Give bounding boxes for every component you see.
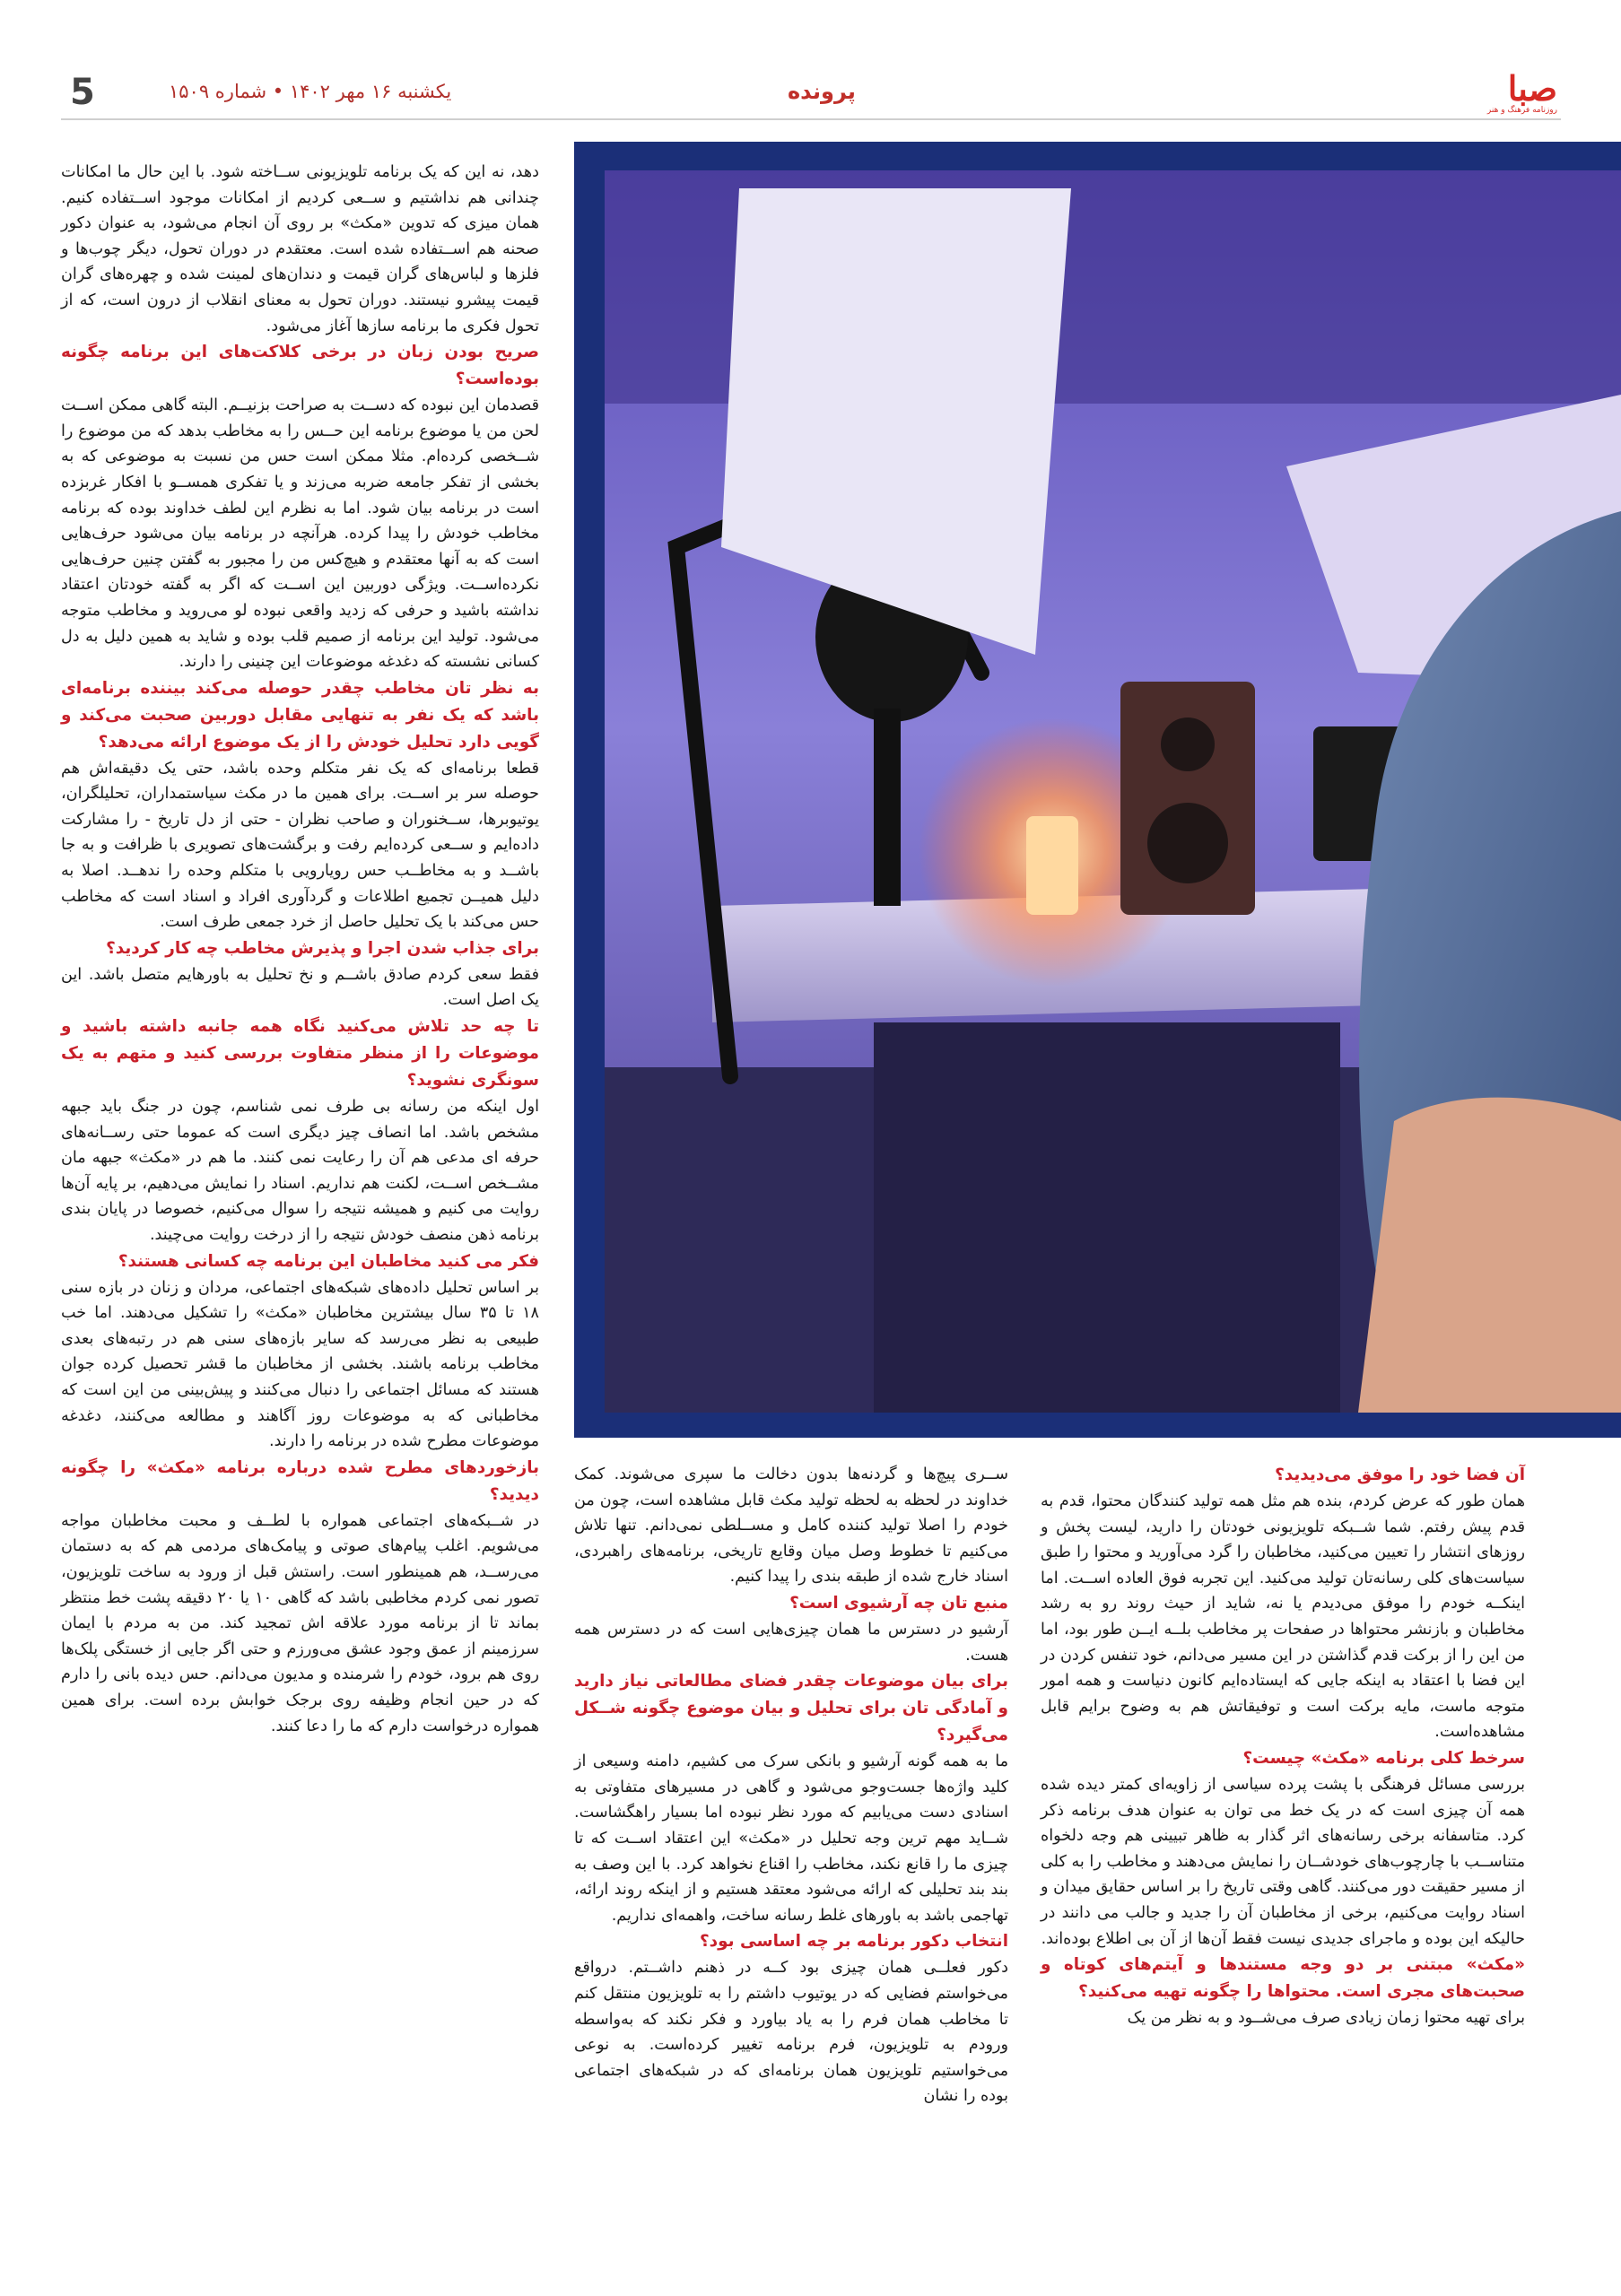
paragraph: آرشیو در دسترس ما همان چیزی‌هایی است که در دسترس همه هست.	[574, 1620, 1008, 1665]
page-number: 5	[70, 72, 95, 113]
article-column-right	[1041, 1462, 1525, 2031]
article-column-middle	[574, 1462, 1008, 2109]
paragraph: بر اساس تحلیل داده‌های شبکه‌های اجتماعی، مردان و زنان در بازه سنی ۱۸ تا ۳۵ سال بیشترین مخاطبان «مکث» را تشکیل می‌دهند. اما خب طبیعی به نظر می‌رسد که سایر بازه‌های سنی هم در رتبه‌های بعدی مخاطب برنامه باشند. بخشی از مخاطبان ما قشر تحصیل کرده جوان هستند که مسائل اجتماعی را دنبال می‌کنند و پیش‌بینی من این است که مخاطبانی که به موضوعات روز آگاهند و مطالعه می‌کنند، دغدغه موضوعات مطرح شده در برنامه را دارند.	[61, 1278, 540, 1451]
question-heading: فکر می کنید مخاطبان این برنامه چه کسانی هستند؟	[118, 1251, 539, 1271]
question-heading: «مکث» مبتنی بر دو وجه مستندها و آیتم‌های کوتاه و صحبت‌های مجری است. محتواها را چگونه تهیه می‌کنید؟	[1041, 1955, 1525, 2002]
newspaper-logo	[1462, 70, 1561, 113]
question-heading: بازخوردهای مطرح شده درباره برنامه «مکث» را چگونه دیدید؟	[61, 1457, 539, 1504]
question-heading: منبع تان چه آرشیوی است؟	[789, 1593, 1008, 1613]
question-heading: به نظر تان مخاطب چقدر حوصله می‌کند بیننده برنامه‌ای باشد که یک نفر به تنهایی مقابل دوربین صحبت می‌کند و گویی دارد تحلیل خودش را از یک موضوع ارائه می‌دهد؟	[61, 678, 539, 752]
issue-date-line: یکشنبه ۱۶ مهر ۱۴۰۲ • شماره ۱۵۰۹	[169, 81, 452, 102]
paragraph: قطعا برنامه‌ای که یک نفر متکلم وحده باشد، حتی یک دقیقه‌اش هم حوصله سر بر اســت. برای همین ما در مکث سیاستمداران، تحلیلگران، یوتیوبرها، ســخنوران و صاحب نظران - حتی از دل تاریخ - را مشارکت داده‌ایم و ســعی کرده‌ایم رفت و برگشت‌های تصویری با ظرافت و به جا باشــد و به مخاطــب حس رویارویی با متکلم وحده را ندهــد. اصلا به دلیل همیــن تجمیع اطلاعات و گردآوری افراد و اسناد است که مخاطب حس می‌کند با یک تحلیل حاصل از خرد جمعی طرف است.	[61, 759, 539, 932]
paragraph: ما به همه گونه آرشیو و بانکی سرک می کشیم، دامنه وسیعی از کلید واژه‌ها جست‌وجو می‌شود و گاهی در مسیرهای متفاوتی به اسنادی دست می‌یابیم که مورد نظر نبوده اما بسیار راهگشاست. شــاید مهم ترین وجه تحلیل در «مکث» این اعتقاد اســت که تا چیزی ما را قانع نکند، مخاطب را اقناع نخواهد کرد. با این وصف به بند بند تحلیلی که ارائه می‌شود معتقد هستیم و از اینکه روند ارائه، تهاجمی باشد به باورهای غلط رسانه ساخت، واهمه‌ای نداریم.	[574, 1752, 1008, 1925]
paragraph: دهد، نه این که یک برنامه تلویزیونی ســاخته شود. با این حال ما امکانات چندانی هم نداشتیم و ســعی کردیم از امکانات موجود اســتفاده کنیم. همان میزی که تدوین «مکث» بر روی آن انجام می‌شود، به عنوان دکور صحنه هم اســتفاده شده است. معتقدم در دوران تحول، دیگر چوب‌ها و فلزها و لباس‌های گران قیمت و دندان‌های لمینت شده و چهره‌های گران قیمت پیشرو نیستند. دوران تحول به معنای انقلاب از درون است، که از تحول فکری ما برنامه سازها آغاز می‌شود.	[61, 163, 539, 335]
question-heading: برای بیان موضوعات چقدر فضای مطالعاتی نیاز دارید و آمادگی تان برای تحلیل و بیان موضوع چگونه شــکل می‌گیرد؟	[574, 1672, 1008, 1745]
paragraph: اول اینکه من رسانه بی طرف نمی شناسم، چون در جنگ باید جبهه مشخص باشد. اما انصاف چیز دیگری است که عموما حتی رســانه‌های حرفه ای مدعی هم آن را رعایت نمی کنند. ما هم در «مکث» جبهه مان مشــخص اســت، لکنت هم نداریم. اسناد را نمایش می‌دهیم، بر پایه آن‌ها روایت می کنیم و همیشه نتیجه را سوال می‌کنیم، خصوصا در پایان بندی برنامه ذهن منصف خودش نتیجه را از درخت روایت می‌چیند.	[61, 1098, 539, 1244]
logo-text: صبا	[1507, 68, 1557, 109]
studio-photo	[605, 170, 1621, 1413]
question-heading: صریح بودن زبان در برخی کلاکت‌های این برنامه چگونه بوده‌است؟	[61, 343, 539, 389]
page-header	[61, 65, 1561, 120]
question-heading: انتخاب دکور برنامه بر چه اساسی بود؟	[700, 1932, 1008, 1952]
paragraph: دکور فعلــی همان چیزی بود کــه در ذهنم داشــتم. درواقع می‌خواستم فضایی که در یوتیوب داشتم را به تلویزیون منتقل کنم تا مخاطب همان فرم را به یاد بیاورد و فکر نکند که به‌واسطه ورودم به تلویزیون، فرم برنامه تغییر کرده‌است. به نوعی می‌خواستیم تلویزیون همان برنامه‌ای که در شبکه‌های اجتماعی بوده را نشان	[574, 1959, 1008, 2106]
paragraph: همان طور که عرض کردم، بنده هم مثل همه تولید کنندگان محتوا، قدم به قدم پیش رفتم. شما شــبکه تلویزیونی خودتان را دارید، لیست پخش و روزهای انتشار را تعیین می‌کنید، مخاطبان را گرد می‌آورید و محتوا را طبق سیاست‌های کلی رسانه‌تان تولید می‌کنید. این تجربه فوق العاده اســت. اما اینکــه خودم را موفق می‌دیدم یا نه، شاید از حیث روند رو به رشد مخاطبان و بازنشر محتواها در صفحات پر مخاطب بلــه ایــن طور بود، اما من این را از برکت قدم گذاشتن در این مسیر می‌دانم، خود تنفس کردن در این فضا با اعتقاد به اینکه جایی که ایستاده‌ایم کانون دنیاست و همه امور متوجه ماست، مایه برکت است و توفیقاتش هم به وضوح برایم قابل مشاهده‌است.	[1041, 1492, 1525, 1742]
article-column-left	[61, 160, 539, 1739]
paragraph: در شــبکه‌های اجتماعی همواره با لطــف و محبت مخاطبان مواجه می‌شویم. اغلب پیام‌های صوتی و پیامک‌های مردمی هم که به دستمان می‌رســد، هم همینطور است. راستش قبل از ورود به ساخت تلویزیون، تصور نمی کردم مخاطبی باشد که گاهی ۱۰ یا ۲۰ دقیقه پشت خط منتظر بماند تا از برنامه مورد علاقه اش تمجید کند. من به مردم با ایمان سرزمینم از عمق وجود عشق می‌ورزم و حتی اگر جایی از خستگی پلک‌ها روی هم برود، خودم را شرمنده و مدیون می‌دانم. حس دیده بانی را دارم که در حین انجام وظیفه روی برجک خوابش برده است. برای همین همواره درخواست دارم که ما را دعا کنند.	[61, 1511, 539, 1735]
paragraph: فقط سعی کردم صادق باشــم و نخ تحلیل به باورهایم متصل باشد. این یک اصل است.	[61, 965, 539, 1010]
question-heading: آن فضا خود را موفق می‌دیدید؟	[1275, 1465, 1525, 1484]
paragraph: برای تهیه محتوا زمان زیادی صرف می‌شــود و به نظر من یک	[1127, 2009, 1525, 2028]
question-heading: سرخط کلی برنامه «مکث» چیست؟	[1242, 1748, 1525, 1768]
logo-subtitle: روزنامه فرهنگ و هنر	[1486, 106, 1557, 115]
photo-frame	[574, 142, 1621, 1438]
paragraph: ســری پیچ‌ها و گردنه‌ها بدون دخالت ما سپری می‌شوند. کمک خداوند در لحظه به لحظه تولید مکث قابل مشاهده است، چون من خودم را اصلا تولید کننده کامل و مســلطی نمی‌دانم. تنها تلاش می‌کنیم تا خطوط وصل میان وقایع تاریخی، برنامه‌های راهبردی، اسناد خارج شده از طبقه بندی را پیدا کنیم.	[574, 1465, 1008, 1587]
paragraph: بررسی مسائل فرهنگی با پشت پرده سیاسی از زاویه‌ای کمتر دیده شده همه آن چیزی است که در یک خط می توان به عنوان هدف برنامه ذکر کرد. متاسفانه برخی رسانه‌های اثر گذار به ظاهر تبیینی هم وجه دلخواه متناســب با چارچوب‌های خودشــان را نمایش می‌دهند و مخاطب را به کلی از مسیر حقیقت دور می‌کنند. گاهی وقتی تاریخ را بر اساس حقایق میدان و اسناد روایت می‌کنیم، برخی از مخاطبان آن را جدید و جالب می دانند در حالیکه این بوده و ماجرای جدیدی نیست فقط آن‌ها از آن بی اطلاع بوده‌اند.	[1041, 1775, 1525, 1948]
question-heading: برای جذاب شدن اجرا و پذیرش مخاطب چه کار کردید؟	[106, 938, 539, 958]
paragraph: قصدمان این نبوده که دســت به صراحت بزنیــم. البته گاهی ممکن اســت لحن من یا موضوع برنامه این حــس را به مخاطب بدهد که من موضوع را شــخصی کرده‌ام. مثلا ممکن است حس من نسبت به موضوعی که به بخشی از تفکر جامعه ضربه می‌زند و یا تفکری همســو با افکار غربزده است در برنامه بیان شود. اما به نظرم این لطف خداوند بوده که برنامه مخاطب خودش را پیدا کرده. هرآنچه در برنامه بیان می‌شود حرف‌هایی است که به آنها معتقدم و هیچ‌کس من را مجبور به گفتن چنین حرف‌هایی نکرده‌اســت. ویژگی دوربین این اســت که اگر به گفته خودتان اعتقاد نداشته باشید و حرفی که زدید واقعی نبوده لو می‌روید و مخاطب متوجه می‌شود. تولید این برنامه از صمیم قلب بوده و شاید به همین دلیل به دل کسانی نشسته که دغدغه موضوعات این چنینی را دارند.	[61, 396, 539, 672]
question-heading: تا چه حد تلاش می‌کنید نگاه همه جانبه داشته باشید و موضوعات را از منظر متفاوت بررسی کنید و متهم به یک سونگری نشوید؟	[61, 1017, 539, 1091]
section-title: پرونده	[788, 79, 856, 104]
